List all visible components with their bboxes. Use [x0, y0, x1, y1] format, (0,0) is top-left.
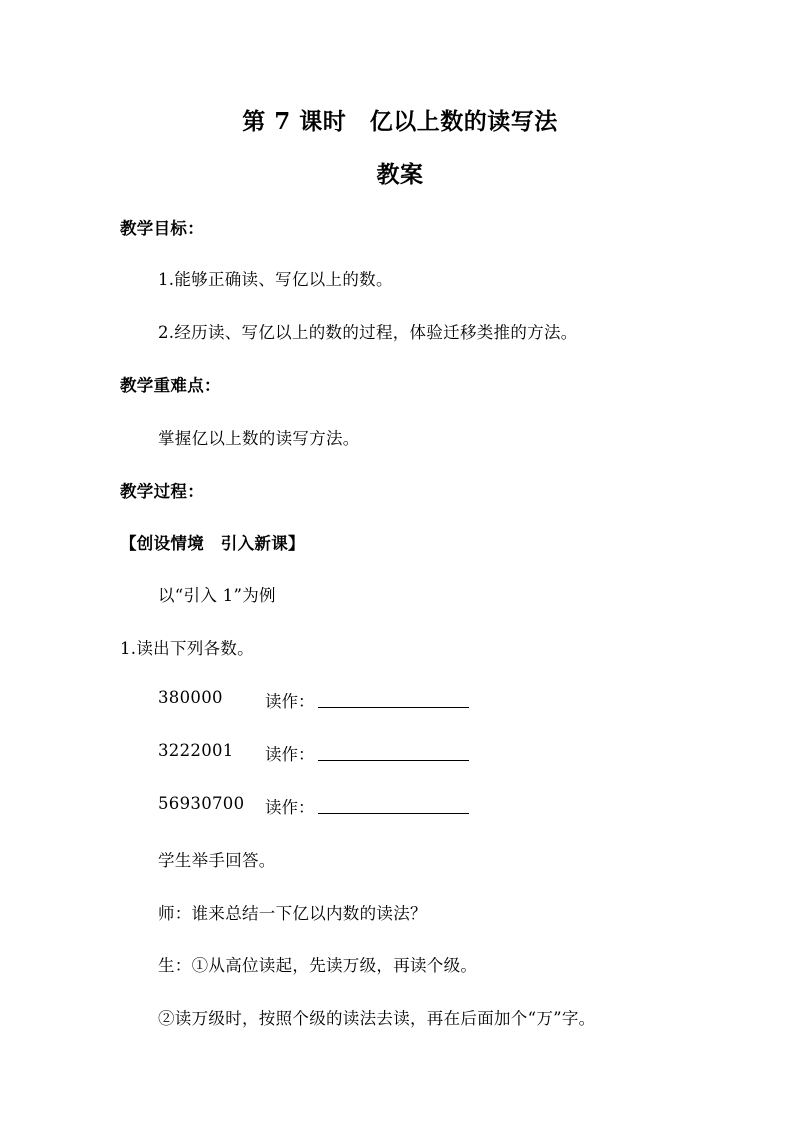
stage-heading: 【创设情境 引入新课】	[120, 534, 305, 553]
process-heading: 教学过程：	[120, 482, 204, 501]
dialogue-line-2: 师：谁来总结一下亿以内数的读法？	[158, 904, 427, 923]
objectives-heading: 教学目标：	[120, 219, 204, 238]
exercise-number: 56930700	[158, 794, 245, 813]
answer-blank	[318, 760, 469, 761]
intro-note: 以“引入 1”为例	[158, 586, 276, 605]
lesson-title: 第 7 课时 亿以上数的读写法	[242, 108, 558, 135]
read-as-label: 读作：	[265, 745, 315, 764]
key-points-heading: 教学重难点：	[120, 376, 221, 395]
read-as-label: 读作：	[265, 798, 315, 817]
dialogue-line-3: 生：①从高位读起，先读万级，再读个级。	[158, 956, 478, 975]
dialogue-line-4: ②读万级时，按照个级的读法去读，再在后面加个“万”字。	[158, 1009, 596, 1028]
objective-1: 1.能够正确读、写亿以上的数。	[158, 270, 393, 289]
answer-blank	[318, 813, 469, 814]
key-point: 掌握亿以上数的读写方法。	[158, 429, 360, 448]
dialogue-line-1: 学生举手回答。	[158, 851, 276, 870]
lesson-subtitle: 教案	[376, 161, 424, 188]
exercise-number: 380000	[158, 688, 223, 707]
task-1: 1.读出下列各数。	[120, 639, 254, 658]
objective-2: 2.经历读、写亿以上的数的过程，体验迁移类推的方法。	[158, 323, 578, 342]
read-as-label: 读作：	[265, 692, 315, 711]
exercise-number: 3222001	[158, 741, 234, 760]
answer-blank	[318, 707, 469, 708]
